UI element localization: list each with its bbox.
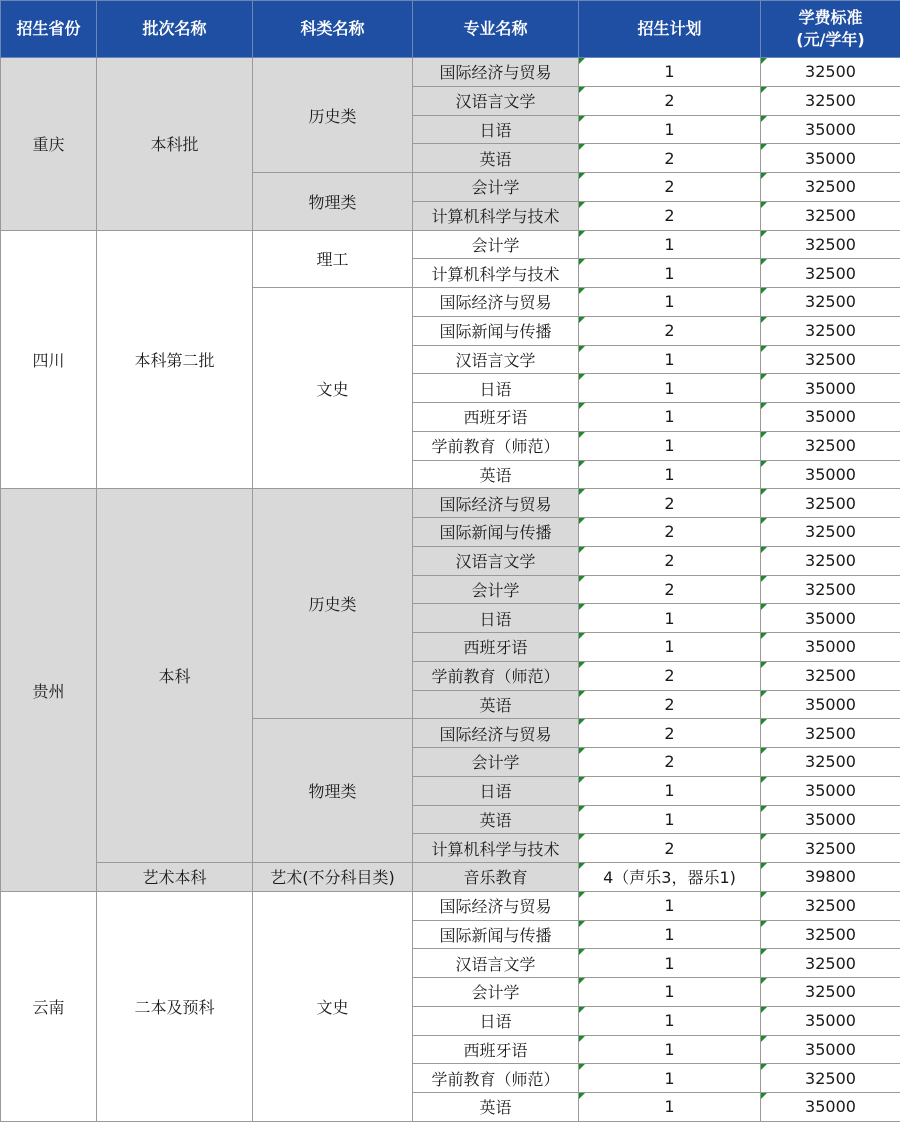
major-cell: 会计学 <box>413 575 579 604</box>
plan-cell: 1 <box>579 633 761 662</box>
plan-cell: 1 <box>579 949 761 978</box>
table-row <box>1 489 900 518</box>
major-cell: 国际经济与贸易 <box>413 489 579 518</box>
fee-cell: 32500 <box>761 173 900 202</box>
major-cell: 会计学 <box>413 978 579 1007</box>
fee-cell: 32500 <box>761 431 900 460</box>
major-cell: 日语 <box>413 374 579 403</box>
header-plan: 招生计划 <box>579 1 761 58</box>
fee-cell: 35000 <box>761 690 900 719</box>
header-fee-line2: (元/学年) <box>796 30 865 49</box>
province-cell: 重庆 <box>1 58 97 231</box>
major-cell: 国际经济与贸易 <box>413 58 579 87</box>
major-cell: 日语 <box>413 1006 579 1035</box>
major-cell: 会计学 <box>413 173 579 202</box>
plan-cell: 1 <box>579 1006 761 1035</box>
province-cell: 云南 <box>1 891 97 1121</box>
fee-cell: 32500 <box>761 201 900 230</box>
fee-cell: 32500 <box>761 920 900 949</box>
fee-cell: 35000 <box>761 805 900 834</box>
plan-cell: 1 <box>579 978 761 1007</box>
category-cell: 艺术(不分科目类) <box>253 863 413 892</box>
plan-cell: 1 <box>579 460 761 489</box>
header-province: 招生省份 <box>1 1 97 58</box>
plan-cell: 2 <box>579 489 761 518</box>
major-cell: 日语 <box>413 776 579 805</box>
fee-cell: 32500 <box>761 489 900 518</box>
plan-cell: 1 <box>579 259 761 288</box>
plan-cell: 2 <box>579 546 761 575</box>
fee-cell: 32500 <box>761 1064 900 1093</box>
plan-cell: 1 <box>579 374 761 403</box>
major-cell: 汉语言文学 <box>413 345 579 374</box>
fee-cell: 35000 <box>761 460 900 489</box>
major-cell: 计算机科学与技术 <box>413 834 579 863</box>
fee-cell: 35000 <box>761 1006 900 1035</box>
plan-cell: 2 <box>579 748 761 777</box>
fee-cell: 32500 <box>761 575 900 604</box>
major-cell: 国际新闻与传播 <box>413 920 579 949</box>
major-cell: 会计学 <box>413 748 579 777</box>
fee-cell: 32500 <box>761 748 900 777</box>
major-cell: 西班牙语 <box>413 633 579 662</box>
fee-cell: 35000 <box>761 633 900 662</box>
fee-cell: 32500 <box>761 661 900 690</box>
fee-cell: 32500 <box>761 834 900 863</box>
category-cell: 理工 <box>253 230 413 288</box>
table-row <box>1 891 900 920</box>
major-cell: 西班牙语 <box>413 1035 579 1064</box>
major-cell: 学前教育（师范） <box>413 661 579 690</box>
fee-cell: 35000 <box>761 1093 900 1122</box>
fee-cell: 32500 <box>761 230 900 259</box>
major-cell: 国际经济与贸易 <box>413 891 579 920</box>
category-cell: 物理类 <box>253 719 413 863</box>
plan-cell: 1 <box>579 1093 761 1122</box>
major-cell: 汉语言文学 <box>413 86 579 115</box>
plan-cell: 1 <box>579 230 761 259</box>
batch-cell: 二本及预科 <box>97 891 253 1121</box>
batch-cell: 艺术本科 <box>97 863 253 892</box>
fee-cell: 32500 <box>761 259 900 288</box>
plan-cell: 1 <box>579 431 761 460</box>
plan-cell: 1 <box>579 604 761 633</box>
plan-cell: 1 <box>579 805 761 834</box>
fee-cell: 32500 <box>761 546 900 575</box>
header-batch: 批次名称 <box>97 1 253 58</box>
major-cell: 日语 <box>413 115 579 144</box>
major-cell: 会计学 <box>413 230 579 259</box>
fee-cell: 32500 <box>761 86 900 115</box>
batch-cell: 本科 <box>97 489 253 863</box>
plan-cell: 2 <box>579 661 761 690</box>
major-cell: 日语 <box>413 604 579 633</box>
major-cell: 西班牙语 <box>413 403 579 432</box>
fee-cell: 39800 <box>761 863 900 892</box>
header-row <box>1 1 900 58</box>
plan-cell: 1 <box>579 920 761 949</box>
fee-cell: 35000 <box>761 604 900 633</box>
plan-cell: 4（声乐3，器乐1) <box>579 863 761 892</box>
plan-cell: 2 <box>579 173 761 202</box>
category-cell: 文史 <box>253 288 413 489</box>
category-cell: 历史类 <box>253 58 413 173</box>
plan-cell: 1 <box>579 1035 761 1064</box>
plan-cell: 2 <box>579 518 761 547</box>
plan-cell: 2 <box>579 690 761 719</box>
category-cell: 物理类 <box>253 173 413 231</box>
plan-cell: 1 <box>579 288 761 317</box>
fee-cell: 35000 <box>761 115 900 144</box>
plan-cell: 2 <box>579 86 761 115</box>
major-cell: 英语 <box>413 690 579 719</box>
fee-cell: 32500 <box>761 316 900 345</box>
table-row <box>1 863 900 892</box>
plan-cell: 2 <box>579 719 761 748</box>
plan-cell: 1 <box>579 776 761 805</box>
major-cell: 英语 <box>413 144 579 173</box>
batch-cell: 本科批 <box>97 58 253 231</box>
fee-cell: 32500 <box>761 345 900 374</box>
table-row <box>1 58 900 87</box>
plan-cell: 2 <box>579 834 761 863</box>
plan-cell: 2 <box>579 316 761 345</box>
header-category: 科类名称 <box>253 1 413 58</box>
major-cell: 计算机科学与技术 <box>413 259 579 288</box>
category-cell: 文史 <box>253 891 413 1121</box>
major-cell: 国际新闻与传播 <box>413 316 579 345</box>
category-cell: 历史类 <box>253 489 413 719</box>
plan-cell: 1 <box>579 891 761 920</box>
fee-cell: 35000 <box>761 403 900 432</box>
plan-cell: 1 <box>579 115 761 144</box>
fee-cell: 35000 <box>761 374 900 403</box>
header-fee <box>761 1 900 58</box>
fee-cell: 32500 <box>761 949 900 978</box>
major-cell: 国际经济与贸易 <box>413 288 579 317</box>
major-cell: 计算机科学与技术 <box>413 201 579 230</box>
major-cell: 汉语言文学 <box>413 546 579 575</box>
fee-cell: 32500 <box>761 978 900 1007</box>
fee-cell: 32500 <box>761 518 900 547</box>
header-fee-line1: 学费标准 <box>798 8 863 27</box>
plan-cell: 2 <box>579 575 761 604</box>
fee-cell: 32500 <box>761 719 900 748</box>
plan-cell: 1 <box>579 345 761 374</box>
province-cell: 贵州 <box>1 489 97 892</box>
plan-cell: 2 <box>579 144 761 173</box>
fee-cell: 32500 <box>761 288 900 317</box>
fee-cell: 35000 <box>761 144 900 173</box>
major-cell: 汉语言文学 <box>413 949 579 978</box>
header-major: 专业名称 <box>413 1 579 58</box>
plan-cell: 1 <box>579 403 761 432</box>
fee-cell: 32500 <box>761 58 900 87</box>
fee-cell: 32500 <box>761 891 900 920</box>
major-cell: 英语 <box>413 1093 579 1122</box>
table-body <box>1 58 900 1122</box>
major-cell: 音乐教育 <box>413 863 579 892</box>
fee-cell: 35000 <box>761 776 900 805</box>
major-cell: 国际新闻与传播 <box>413 518 579 547</box>
plan-cell: 1 <box>579 58 761 87</box>
plan-cell: 2 <box>579 201 761 230</box>
major-cell: 英语 <box>413 805 579 834</box>
major-cell: 学前教育（师范） <box>413 431 579 460</box>
fee-cell: 35000 <box>761 1035 900 1064</box>
major-cell: 英语 <box>413 460 579 489</box>
batch-cell: 本科第二批 <box>97 230 253 489</box>
major-cell: 学前教育（师范） <box>413 1064 579 1093</box>
plan-cell: 1 <box>579 1064 761 1093</box>
table-row <box>1 230 900 259</box>
province-cell: 四川 <box>1 230 97 489</box>
major-cell: 国际经济与贸易 <box>413 719 579 748</box>
